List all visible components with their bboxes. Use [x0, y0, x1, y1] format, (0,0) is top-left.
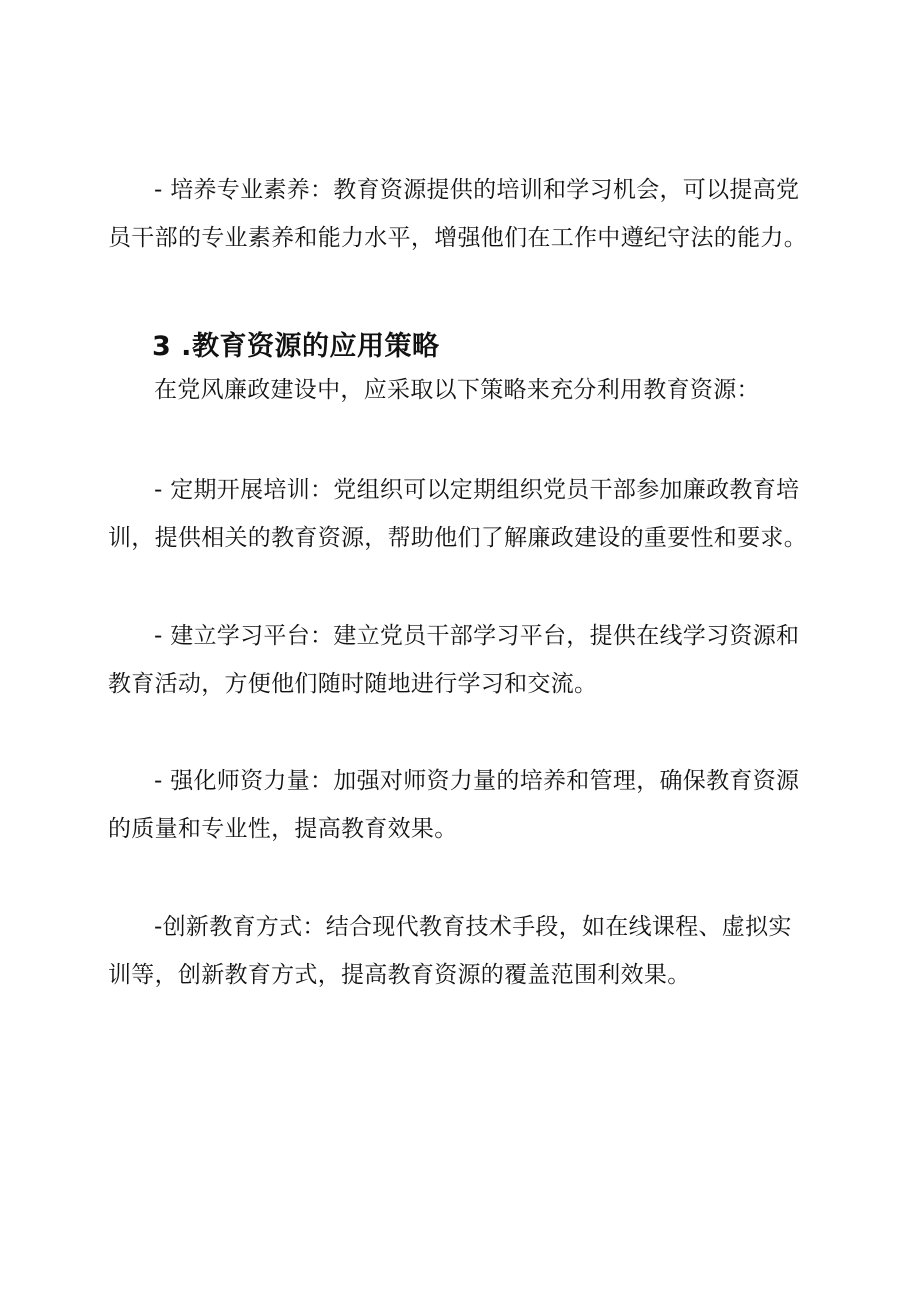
paragraph-teaching-staff: - 强化师资力量：加强对师资力量的培养和管理，确保教育资源的质量和专业性，提高教育效果。	[108, 768, 800, 842]
paragraph-cultivate-professionalism: - 培养专业素养：教育资源提供的培训和学习机会，可以提高党员干部的专业素养和能力水平，增强他们在工作中遵纪守法的能力。	[108, 177, 807, 251]
section-heading: 3 .教育资源的应用策略	[152, 331, 440, 362]
paragraph-innovative-methods: -创新教育方式：结合现代教育技术手段，如在线课程、虚拟实训等，创新教育方式，提高教育资源的覆盖范围利效果。	[108, 914, 792, 988]
paragraph-strategy-intro: 在党风廉政建设中，应采取以下策略来充分利用教育资源：	[154, 377, 760, 403]
paragraph-learning-platform: - 建立学习平台：建立党员干部学习平台，提供在线学习资源和教育活动，方便他们随时随地进行学习和交流。	[108, 623, 800, 697]
paragraph-regular-training: - 定期开展培训：党组织可以定期组织党员干部参加廉政教育培训，提供相关的教育资源，帮助他们了解廉政建设的重要性和要求。	[108, 477, 807, 551]
